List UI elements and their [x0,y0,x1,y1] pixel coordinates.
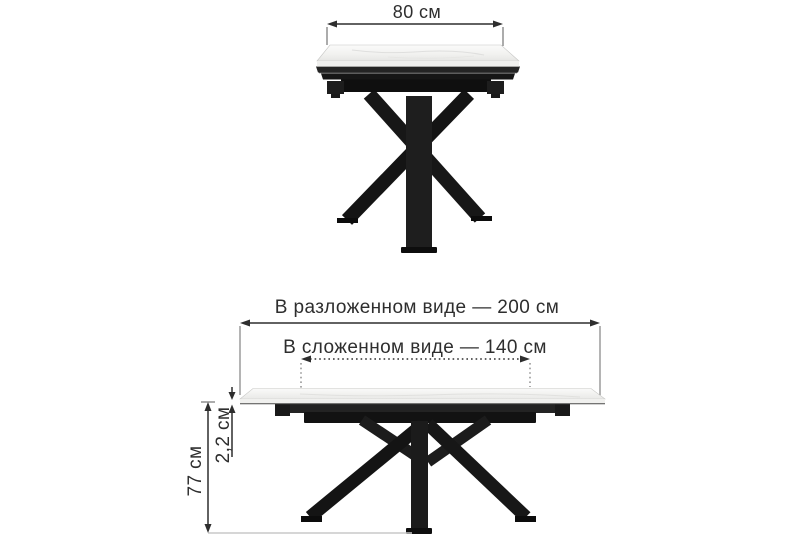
side-view-legs [301,420,536,534]
leg-foot [337,218,358,223]
mechanism-bracket [275,404,290,416]
arrowhead-left-icon [240,320,250,327]
extended-dimension-label: В разложенном виде — 200 см [274,297,560,318]
top-view-tabletop [317,45,519,67]
mechanism-bracket [487,81,504,94]
folded-dimension-arrow [301,356,530,389]
center-post [411,421,428,531]
mechanism-bracket [327,81,344,94]
thickness-dimension-label: 2,2 см [213,406,234,464]
top-view-legs [337,94,492,253]
width-dimension-label: 80 см [392,2,442,22]
folded-dimension-label: В сложенном виде — 140 см [283,337,547,358]
center-post [406,96,432,248]
top-view-mechanism [327,79,504,98]
top-view-folded-leaves [316,67,520,80]
height-dimension-label: 77 см [185,445,206,497]
leg-foot [515,516,536,522]
top-view-figure [316,21,520,254]
leg-foot [471,216,492,221]
mechanism-bracket [555,404,570,416]
arrowhead-right-icon [590,320,600,327]
table-leg [428,424,526,517]
side-view-tabletop [240,389,605,404]
leg-foot [301,516,322,522]
arrowhead-left-icon [327,21,337,28]
side-view-mechanism [275,404,570,423]
arrowhead-right-icon [493,21,503,28]
width-dimension-arrow [327,21,503,47]
table-leg [310,424,423,517]
center-post-foot [401,247,437,253]
